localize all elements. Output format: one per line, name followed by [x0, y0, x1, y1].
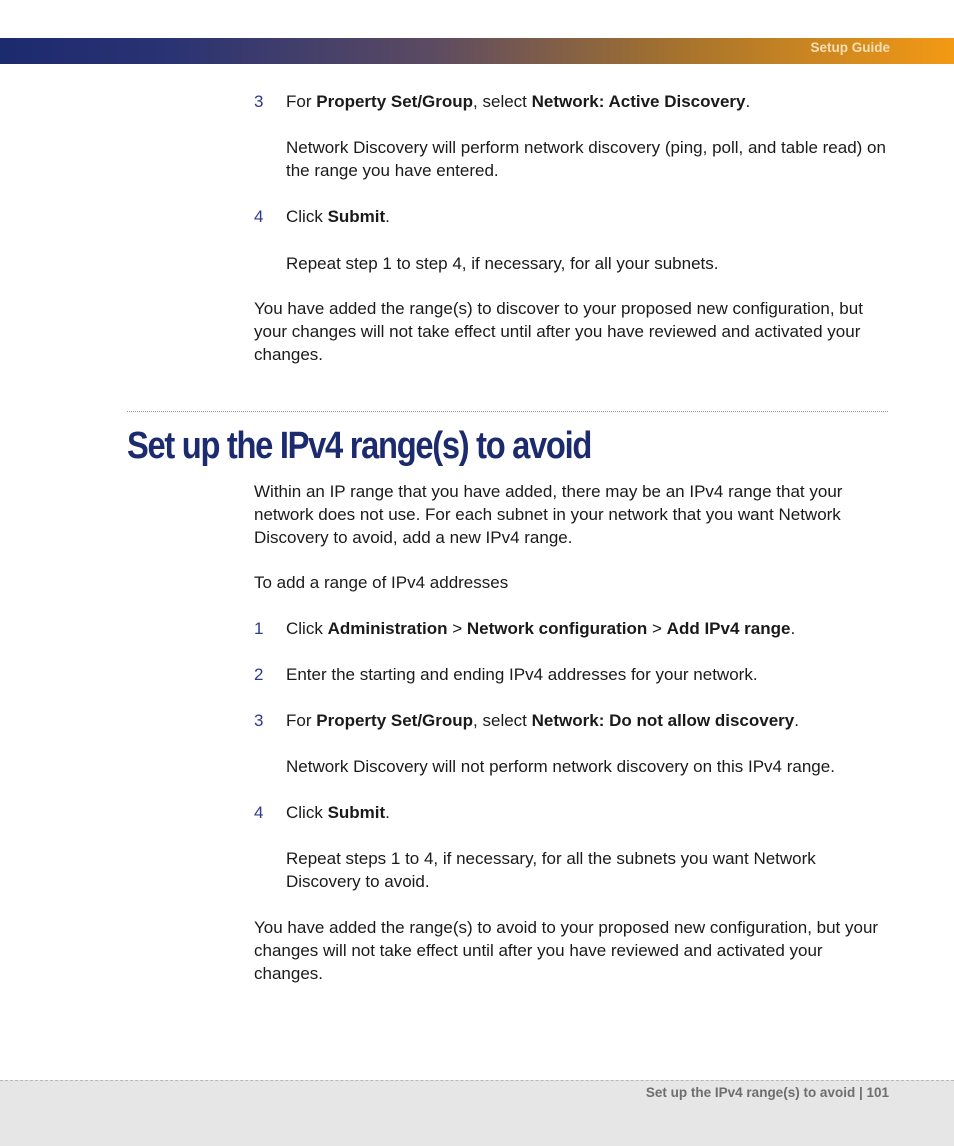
step-number: 2	[254, 665, 264, 684]
section-title: Set up the IPv4 range(s) to avoid	[127, 425, 592, 467]
step-text: Click Administration > Network configuration > Add IPv4 range.	[286, 619, 796, 638]
section-divider	[127, 411, 888, 412]
summary-paragraph: You have added the range(s) to discover to your proposed new configuration, but your changes will not take effect until after you have reviewed and activated your changes.	[254, 299, 863, 364]
step-note: Repeat step 1 to step 4, if necessary, for all your subnets.	[286, 254, 719, 273]
step-number: 4	[254, 803, 264, 822]
step-number: 3	[254, 92, 264, 111]
step-note: Network Discovery will perform network discovery (ping, poll, and table read) on the range you have entered.	[286, 138, 886, 180]
procedure-lead: To add a range of IPv4 addresses	[254, 573, 509, 592]
summary-paragraph: You have added the range(s) to avoid to your proposed new configuration, but your changes will not take effect until after you have reviewed and activated your changes.	[254, 918, 879, 983]
step-text: For Property Set/Group, select Network: Active Discovery.	[286, 92, 751, 111]
step-number: 4	[254, 207, 264, 226]
step-text: Enter the starting and ending IPv4 addresses for your network.	[286, 665, 758, 684]
step-text: Click Submit.	[286, 803, 390, 822]
header-bar	[0, 38, 954, 64]
page-footer	[0, 1080, 954, 1146]
footer-page-label: Set up the IPv4 range(s) to avoid | 101	[645, 1085, 889, 1100]
step-text: Click Submit.	[286, 207, 390, 226]
intro-paragraph: Within an IP range that you have added, there may be an IPv4 range that your network does not use. For each subnet in your network that you want Network Discovery to avoid, add a new IPv4 range.	[254, 482, 843, 547]
step-number: 1	[254, 619, 264, 638]
header-label: Setup Guide	[810, 40, 890, 55]
step-note: Network Discovery will not perform network discovery on this IPv4 range.	[286, 757, 835, 776]
step-number: 3	[254, 711, 264, 730]
step-text: For Property Set/Group, select Network: Do not allow discovery.	[286, 711, 799, 730]
step-note: Repeat steps 1 to 4, if necessary, for all the subnets you want Network Discovery to avoid.	[286, 849, 816, 891]
